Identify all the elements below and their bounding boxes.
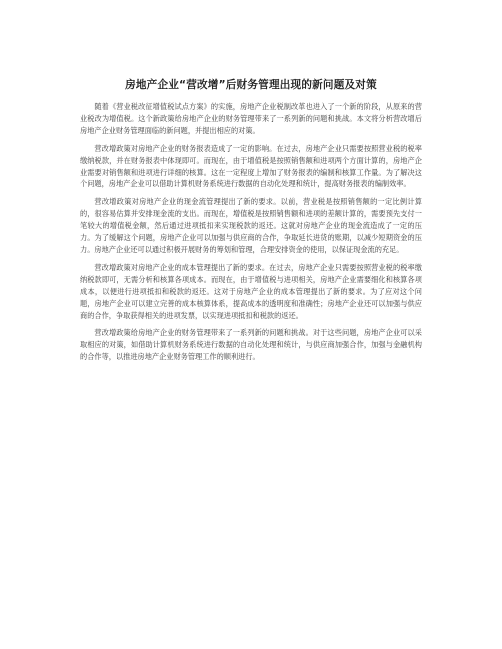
paragraph-intro: 随着《营业税改征增值税试点方案》的实施，房地产企业税制改革也进入了一个新的阶段，从原来的营业税改为增值税。这个新政策给房地产企业的财务管理带来了一系列新的问题和挑战。本文将分析营改增后房地产企业财务管理面临的新问题，并提出相应的对策。 [80,102,422,135]
paragraph-cost-management: 营改增政策对房地产企业的成本管理提出了新的要求。在过去，房地产企业只需要按照营业税的税率缴纳税款即可，无需分析和核算各项成本。而现在，由于增值税与进项相关，房地产企业需要细化和核算各项成本，以便进行进项抵扣和税款的返还。这对于房地产企业的成本管理提出了新的要求。为了应对这个问题，房地产企业可以建立完善的成本核算体系，提高成本的透明度和准确性；房地产企业还可以加强与供应商的合作，争取获得相关的进项发票，以实现进项抵扣和税款的返还。 [80,262,422,320]
document-page [80,78,422,369]
paragraph-cash-flow: 营改增政策对房地产企业的现金流管理提出了新的要求。以前，营业税是按照销售额的一定比例计算的，很容易估算并安排现金流的支出。而现在，增值税是按照销售额和进项的差额计算的，需要预先支付一笔较大的增值税金额，然后通过进项抵扣来实现税款的返还。这就对房地产企业的现金流造成了一定的压力。为了缓解这个问题，房地产企业可以加强与供应商的合作，争取延长进货的账期，以减少短期资金的压力。房地产企业还可以通过积极开展财务的筹划和管理，合理安排资金的使用，以保证现金流的充足。 [80,197,422,254]
document-title: 房地产企业“营改增”后财务管理出现的新问题及对策 [125,79,377,91]
paragraph-financial-statements: 营改增政策对房地产企业的财务报表造成了一定的影响。在过去，房地产企业只需要按照营业税的税率缴纳税款，并在财务报表中体现即可。而现在，由于增值税是按照销售额和进项两个方面计算的，房地产企业需要对销售额和进项进行详细的核算。这在一定程度上增加了财务报表的编制和核算工作量。为了解决这个问题，房地产企业可以借助计算机财务系统进行数据的自动化处理和统计，提高财务报表的编制效率。 [80,143,422,189]
paragraph-conclusion: 营改增政策给房地产企业的财务管理带来了一系列新的问题和挑战。对于这些问题，房地产企业可以采取相应的对策，如借助计算机财务系统进行数据的自动化处理和统计，与供应商加强合作，加强与金融机构的合作等，以推进房地产企业财务管理工作的顺利进行。 [80,328,422,362]
